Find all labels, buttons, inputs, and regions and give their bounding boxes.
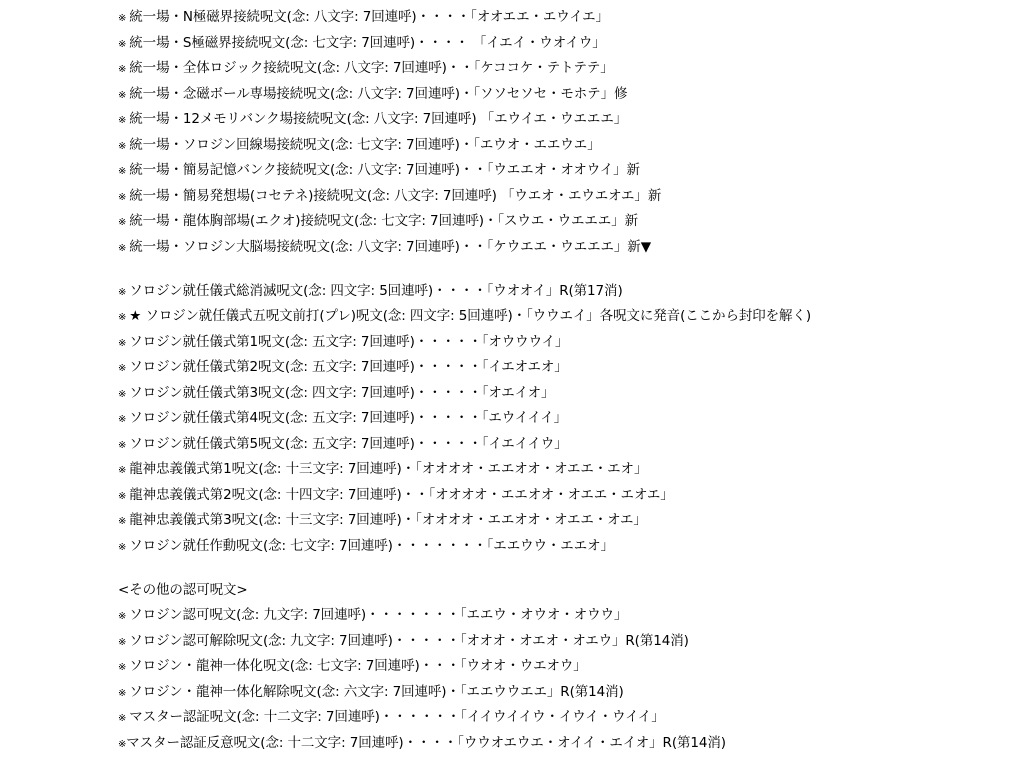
list-item xyxy=(118,432,1018,458)
list-item-text: ソロジン就任儀式第1呪文(念: 五文字: 7回連呼)・・・・・「オウウウイ」 xyxy=(129,333,569,350)
list-item-text: 龍神忠義儀式第3呪文(念: 十三文字: 7回連呼)・「オオオオ・エエオオ・オエエ・オエ」 xyxy=(129,512,647,528)
list-item-text: 統一場・全体ロジック接続呪文(念: 八文字: 7回連呼)・・「ケココケ・テトテテ」 xyxy=(129,60,614,76)
section-spacer xyxy=(118,559,1018,578)
list-item xyxy=(118,629,1018,655)
note-mark: ※ xyxy=(118,465,127,476)
list-item-text: ソロジン認可解除呪文(念: 九文字: 7回連呼)・・・・・「オオオ・オエオ・オエウ」R(第14消) xyxy=(129,632,689,649)
note-mark: ※ xyxy=(118,490,127,502)
note-mark: ※ xyxy=(118,636,127,648)
list-item xyxy=(118,184,1018,210)
note-mark: ※ xyxy=(118,140,127,152)
note-mark: ※ xyxy=(118,414,127,425)
list-item-text: ソロジン就任儀式総消滅呪文(念: 四文字: 5回連呼)・・・・「ウオオイ」R(第17消) xyxy=(129,282,623,299)
list-item-text: 統一場・ソロジン回線場接続呪文(念: 七文字: 7回連呼)・「エウオ・エエウエ」 xyxy=(129,136,601,153)
list-item-text: 統一場・簡易発想場(コセテネ)接続呪文(念: 八文字: 7回連呼) 「ウエオ・エウエオエ」新 xyxy=(129,187,662,204)
list-item xyxy=(118,31,1018,57)
list-item-text: ソロジン・龍神一体化呪文(念: 七文字: 7回連呼)・・・「ウオオ・ウエオウ」 xyxy=(129,658,587,674)
section-spacer xyxy=(118,260,1018,279)
list-item xyxy=(118,133,1018,159)
list-item xyxy=(118,82,1018,108)
list-item xyxy=(118,56,1018,82)
list-item-text: マスター認証反意呪文(念: 十二文字: 7回連呼)・・・・「ウウオエウエ・オイイ・エイオ」R(第14消) xyxy=(126,734,726,751)
list-item xyxy=(118,304,1018,330)
section-other-authorization xyxy=(118,578,1018,757)
list-item-text: 統一場・簡易記憶バンク接続呪文(念: 八文字: 7回連呼)・・「ウエエオ・オオウイ」新 xyxy=(129,162,640,178)
list-item xyxy=(118,330,1018,356)
section-heading: <その他の認可呪文> xyxy=(118,581,248,598)
list-item xyxy=(118,654,1018,680)
list-item-text: ソロジン就任儀式第2呪文(念: 五文字: 7回連呼)・・・・・「イエオエオ」 xyxy=(129,359,568,375)
note-mark: ※ xyxy=(118,166,127,177)
list-item-text: ★ ソロジン就任儀式五呪文前打(プレ)呪文(念: 四文字: 5回連呼)・「ウウエイ」各呪文に発音(ここから封印を解く) xyxy=(129,308,812,324)
list-item-text: 統一場・ソロジン大脳場接続呪文(念: 八文字: 7回連呼)・・「ケウエエ・ウエエエ」新▼ xyxy=(129,238,651,255)
list-item-text: 龍神忠義儀式第2呪文(念: 十四文字: 7回連呼)・・「オオオオ・エエオオ・オエエ・エオエ」 xyxy=(129,486,674,503)
list-item xyxy=(118,209,1018,235)
list-item xyxy=(118,508,1018,534)
note-mark: ※ xyxy=(118,191,127,203)
list-item-text: ソロジン就任儀式第3呪文(念: 四文字: 7回連呼)・・・・・「オエイオ」 xyxy=(129,384,555,401)
list-item-text: 龍神忠義儀式第1呪文(念: 十三文字: 7回連呼)・「オオオオ・エエオオ・オエエ・エオ」 xyxy=(129,461,648,477)
note-mark: ※ xyxy=(118,611,127,622)
list-item xyxy=(118,406,1018,432)
list-item xyxy=(118,107,1018,133)
note-mark: ※ xyxy=(118,217,127,228)
document-body xyxy=(118,5,1018,756)
note-mark: ※ xyxy=(118,541,127,553)
note-mark: ※ xyxy=(118,286,127,298)
note-mark: ※ xyxy=(118,115,127,126)
note-mark: ※ xyxy=(118,662,127,673)
list-item-text: 統一場・S極磁界接続呪文(念: 七文字: 7回連呼)・・・・ 「イエイ・ウオイウ」 xyxy=(129,34,606,51)
note-mark: ※ xyxy=(118,38,127,50)
list-item-text: ソロジン認可呪文(念: 九文字: 7回連呼)・・・・・・・「エエウ・オウオ・オウウ」 xyxy=(129,607,628,623)
note-mark: ※ xyxy=(118,439,127,451)
list-item xyxy=(118,457,1018,483)
note-mark: ※ xyxy=(118,64,127,75)
note-mark: ※ xyxy=(118,388,127,400)
note-mark: ※ xyxy=(118,312,127,323)
list-item-text: 統一場・12メモリバンク場接続呪文(念: 八文字: 7回連呼) 「エウイエ・ウエエエ」 xyxy=(129,111,628,127)
note-mark: ※ xyxy=(118,89,127,101)
list-item-text: ソロジン就任作動呪文(念: 七文字: 7回連呼)・・・・・・・「エエウウ・エエオ」 xyxy=(129,537,614,554)
list-item xyxy=(118,381,1018,407)
list-item xyxy=(118,603,1018,629)
note-mark: ※ xyxy=(118,713,127,724)
list-item-text: 統一場・念磁ボール専場接続呪文(念: 八文字: 7回連呼)・「ソソセソセ・モホテ」修 xyxy=(129,85,628,102)
list-item-text: ソロジン就任儀式第4呪文(念: 五文字: 7回連呼)・・・・・「エウイイイ」 xyxy=(129,410,568,426)
list-item-text: マスター認証呪文(念: 十二文字: 7回連呼)・・・・・・「イイウイイウ・イウイ・ウイイ」 xyxy=(129,709,665,725)
section-unified-field xyxy=(118,5,1018,260)
note-mark: ※ xyxy=(118,687,127,699)
list-item xyxy=(118,705,1018,731)
note-mark: ※ xyxy=(118,337,127,349)
note-mark: ※ xyxy=(118,13,127,24)
list-item-text: ソロジン就任儀式第5呪文(念: 五文字: 7回連呼)・・・・・「イエイイウ」 xyxy=(129,435,568,452)
list-item-text: 統一場・龍体胸部場(エクオ)接続呪文(念: 七文字: 7回連呼)・「スウエ・ウエエエ」新 xyxy=(129,213,638,229)
note-mark: ※ xyxy=(118,738,127,750)
note-mark: ※ xyxy=(118,363,127,374)
list-item xyxy=(118,534,1018,560)
note-mark: ※ xyxy=(118,516,127,527)
list-item xyxy=(118,680,1018,706)
list-item xyxy=(118,731,1018,757)
list-item xyxy=(118,235,1018,261)
section-sorojin-ceremony xyxy=(118,279,1018,560)
list-item xyxy=(118,483,1018,509)
list-item xyxy=(118,158,1018,184)
list-item xyxy=(118,279,1018,305)
list-item-text: 統一場・N極磁界接続呪文(念: 八文字: 7回連呼)・・・・「オオエエ・エウイエ」 xyxy=(129,9,609,25)
list-item-text: ソロジン・龍神一体化解除呪文(念: 六文字: 7回連呼)・「エエウウエエ」R(第14消) xyxy=(129,683,624,700)
list-item xyxy=(118,5,1018,31)
note-mark: ※ xyxy=(118,242,127,254)
list-item xyxy=(118,355,1018,381)
